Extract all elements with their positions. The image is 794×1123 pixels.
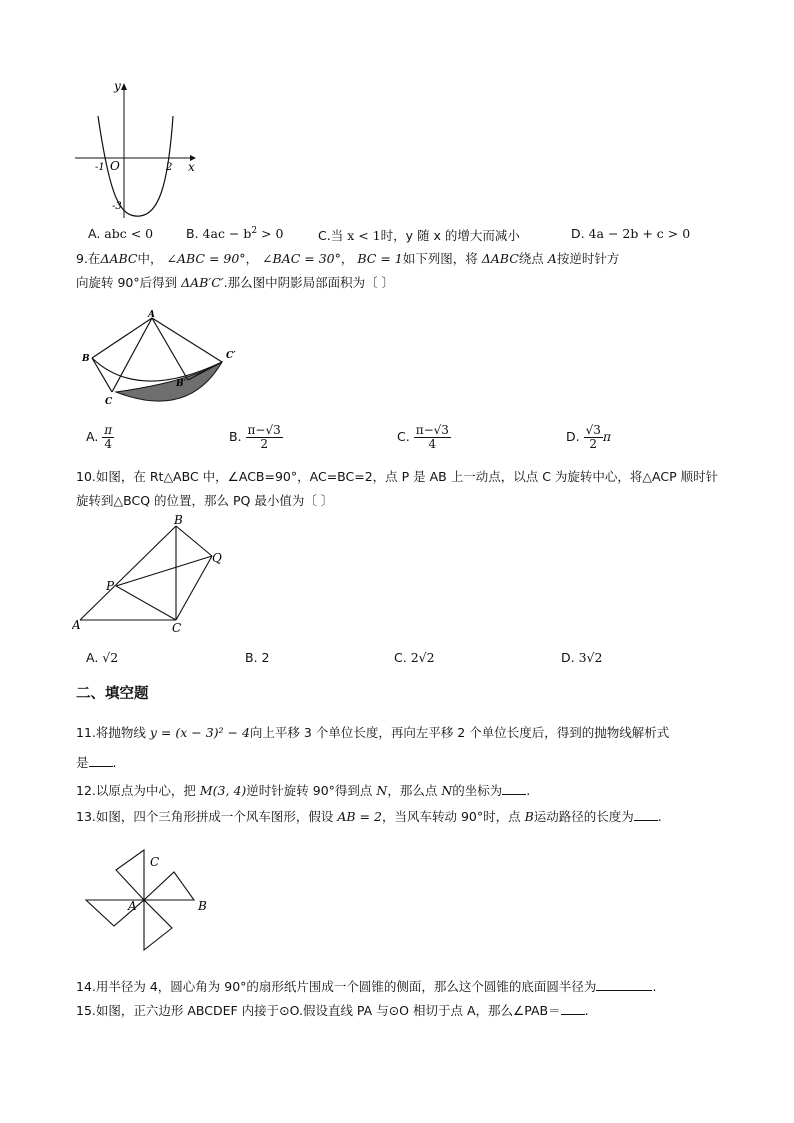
label-B-prime: B′	[176, 379, 186, 389]
q12-line: 12.以原点为中心，把 M(3, 4)逆时针旋转 90°得到点 N，那么点 N的坐标为 .	[76, 783, 531, 798]
root-minus-1-label: -1	[95, 162, 105, 173]
q11-line-1: 11.将抛物线 y = (x − 3)² − 4向上平移 3 个单位长度，再向左平移 2 个单位长度后，得到的抛物线解析式	[76, 725, 670, 740]
q9-option-d: D. $\frac{√3}{2}$ π	[566, 423, 612, 451]
q10-option-c: C. 2√2	[394, 650, 435, 665]
x-axis-label: x	[188, 160, 195, 174]
intercept-minus-3-label: -3	[112, 201, 122, 212]
q8-option-a: A. abc < 0	[88, 226, 154, 241]
label-A: A	[72, 618, 81, 632]
q10-option-a: A. √2	[86, 650, 119, 665]
origin-label: O	[110, 159, 120, 173]
triangle-rotation-figure	[72, 512, 232, 636]
rotation-sector-figure	[78, 310, 248, 410]
q9-option-b: B. $\frac{\pi-√3}{2}$	[229, 423, 281, 451]
q15-line: 15.如图，正六边形 ABCDEF 内接于⊙O.假设直线 PA 与⊙O 相切于点 A，那么∠PAB＝ .	[76, 1003, 589, 1018]
root-2-label: 2	[166, 162, 173, 173]
q9-line-1: 9.在ΔABC中， ∠ABC = 90°， ∠BAC = 30°， BC = 1如下列图，将 ΔABC绕点 A按逆时针方	[76, 251, 620, 266]
q10-line-1: 10.如图，在 Rt△ABC 中，∠ACB=90°，AC=BC=2，点 P 是 AB 上一动点，以点 C 为旋转中心，将△ACP 顺时针	[76, 469, 719, 484]
section-heading-fill-in: 二、填空题	[76, 686, 149, 702]
label-A: A	[128, 899, 137, 913]
q8-option-c: C.当 x < 1时，y 随 x 的增大而减小	[318, 228, 520, 243]
q8-option-b: B. $4ac - b^2 > 0$	[186, 226, 284, 242]
q11-answer-blank[interactable]	[89, 754, 113, 767]
q13-line: 13.如图，四个三角形拼成一个风车图形，假设 AB = 2，当风车转动 90°时，点 B运动路径的长度为 .	[76, 809, 662, 824]
label-B: B	[82, 354, 90, 364]
label-C: C	[150, 855, 160, 869]
q9-option-a: A. $\frac{\pi}{4}$	[86, 423, 113, 451]
q14-line: 14.用半径为 4，圆心角为 90°的扇形纸片围成一个圆锥的侧面，那么这个圆锥的底面圆半径为 .	[76, 979, 657, 994]
label-Q: Q	[212, 551, 222, 565]
q10-option-d: D. 3√2	[561, 650, 603, 665]
q10-option-b: B. 2	[245, 650, 270, 665]
y-axis-label: y	[114, 79, 121, 93]
label-B: B	[198, 899, 207, 913]
q9-option-c: C. $\frac{\pi-√3}{4}$	[397, 423, 449, 451]
q10-line-2: 旋转到△BCQ 的位置，那么 PQ 最小值为〔 〕	[76, 493, 334, 508]
label-P: P	[106, 579, 115, 593]
q13-answer-blank[interactable]	[634, 808, 658, 821]
label-C-prime: C′	[226, 351, 236, 361]
q11-line-2: 是 .	[76, 755, 117, 770]
q14-answer-blank[interactable]	[596, 978, 652, 991]
label-C: C	[105, 397, 113, 407]
q9-line-2: 向旋转 90°后得到 ΔAB′C′.那么图中阴影局部面积为〔 〕	[76, 275, 395, 290]
label-C: C	[172, 621, 182, 635]
q15-answer-blank[interactable]	[561, 1002, 585, 1015]
pinwheel-figure	[82, 842, 212, 954]
label-A: A	[148, 310, 155, 320]
q12-answer-blank[interactable]	[502, 782, 526, 795]
label-B: B	[174, 513, 183, 527]
q8-option-d: D. 4a − 2b + c > 0	[571, 226, 691, 241]
parabola-figure	[70, 78, 200, 220]
